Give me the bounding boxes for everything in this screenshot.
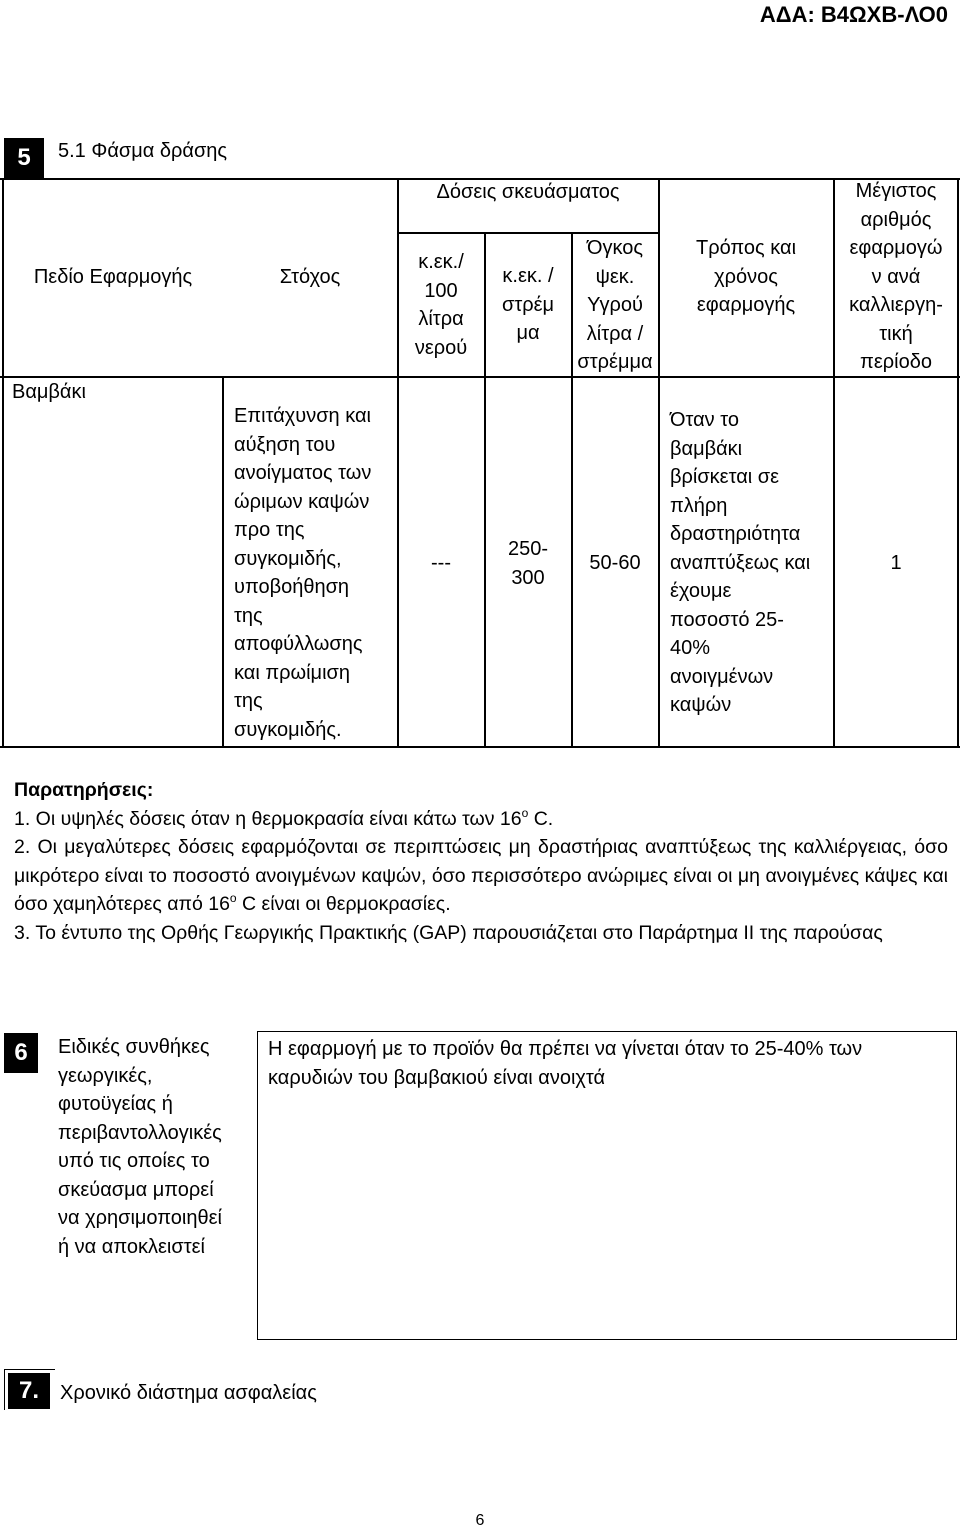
section-title: 5.1 Φάσμα δράσης [58,140,228,162]
section-number-7: 7. [8,1373,50,1409]
section6-text: Η εφαρμογή με το προϊόν θα πρέπει να γίνεται όταν το 25-40% των καρυδιών του βαμβακιού είναι ανοιχτά [268,1038,863,1089]
note-1: 1. Οι υψηλές δόσεις όταν η θερμοκρασία είναι κάτω των $16^o$ C. [14,805,554,830]
row-field: Βαμβάκι [12,381,86,403]
section-number-5: 5 [4,138,44,178]
row-dose-ml-stremma: 250- 300 [507,538,549,589]
row-method: Όταν το βαμβάκι βρίσκεται σε πλήρη δραστηριότητα αναπτύξεως και έχουμε ποσοστό 25- 40% ανοιγμένων καψών [670,409,811,716]
page-number: 6 [475,1512,485,1529]
section6-box [257,1031,957,1340]
notes [14,776,948,947]
section6-label: Ειδικές συνθήκες γεωργικές, φυτοϋγείας ή περιβαντολλογικές υπό τις οποίες το σκεύασμα μπορεί να χρησιμοποιηθεί ή να αποκλειστεί [58,1036,222,1258]
header-dose-ml-stremma: κ.εκ. / στρέμ μα [501,265,555,344]
notes-title: Παρατηρήσεις: [14,779,154,801]
header-dose-ml-100l: κ.εκ./ 100 λίτρα νερού [414,251,468,359]
header-method: Τρόπος και χρόνος εφαρμογής [695,237,797,316]
row-spray-volume: 50-60 [589,552,641,574]
header-max-applications: Μέγιστος αριθμός εφαρμογώ ν ανά καλλιεργη- τική περίοδο [849,180,943,373]
note-2: 2. Οι μεγαλύτερες δόσεις εφαρμόζονται σε περιπτώσεις μη δραστήριας αναπτύξεως της καλλιέργειας, όσο μικρότερο είναι το ποσοστό ανοιγμένων καψών, όσο περισσότερο ανώριμες είναι οι μη ανοιγμένες κάψες και όσο χαμηλότερες από $16^o$ C είναι οι θερμοκρασίες. [14,836,948,915]
section-number-6: 6 [4,1033,38,1073]
document-id: ΑΔΑ: Β4ΩΧΒ-ΛΟ0 [759,2,948,27]
row-max-applications: 1 [890,552,902,574]
header-doses: Δόσεις σκευάσματος [436,181,620,203]
header-target: Στόχος [279,266,341,288]
note-3: 3. Το έντυπο της Ορθής Γεωργικής Πρακτικής (GAP) παρουσιάζεται στο Παράρτημα ΙΙ της παρούσας [14,921,883,944]
header-field: Πεδίο Εφαρμογής [33,266,193,288]
row-target: Επιτάχυνση και αύξηση του ανοίγματος των ώριμων καψών προ της συγκομιδής, υποβοήθηση της αποφύλλωσης και πρωίμιση της συγκομιδής. [234,405,372,741]
row-dose-ml-100l: --- [431,552,451,574]
header-spray-volume: Όγκος ψεκ. Υγρού λίτρα / στρέμμα [577,237,653,373]
section7-title: Χρονικό διάστημα ασφαλείας [60,1382,317,1404]
